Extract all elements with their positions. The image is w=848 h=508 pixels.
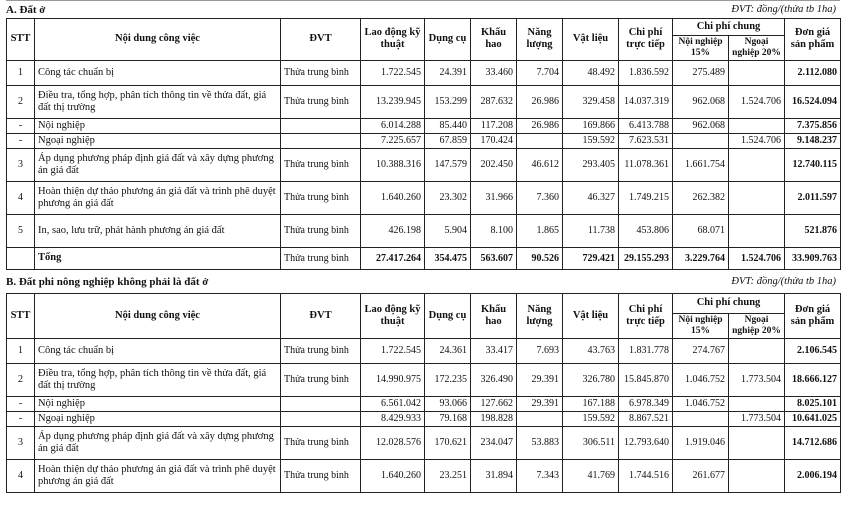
section-b-table — [6, 293, 841, 493]
row-stt: 2 — [7, 363, 35, 396]
row-materials: 48.492 — [563, 60, 619, 85]
row-energy: 46.612 — [517, 148, 563, 181]
row-materials: 729.421 — [563, 247, 619, 269]
row-tools: 67.859 — [425, 133, 471, 148]
row-energy — [517, 133, 563, 148]
row-labor: 14.990.975 — [361, 363, 425, 396]
row-direct: 1.831.778 — [619, 338, 673, 363]
row-unit-price: 2.106.545 — [785, 338, 841, 363]
row-direct: 29.155.293 — [619, 247, 673, 269]
row-unit-price: 9.148.237 — [785, 133, 841, 148]
row-materials: 306.511 — [563, 426, 619, 459]
row-stt: - — [7, 396, 35, 411]
row-content: Công tác chuẩn bị — [35, 60, 281, 85]
row-internal: 962.068 — [673, 85, 729, 118]
row-internal: 275.489 — [673, 60, 729, 85]
header-content: Nội dung công việc — [35, 19, 281, 61]
row-depreciation: 31.894 — [471, 459, 517, 492]
row-energy: 7.360 — [517, 181, 563, 214]
table-row — [7, 133, 841, 148]
table-row — [7, 426, 841, 459]
row-external — [729, 396, 785, 411]
row-tools: 354.475 — [425, 247, 471, 269]
row-content: Áp dụng phương pháp định giá đất và xây dựng phương án giá đất — [35, 426, 281, 459]
row-materials: 169.866 — [563, 118, 619, 133]
row-materials: 159.592 — [563, 411, 619, 426]
row-dvt: Thửa trung bình — [281, 214, 361, 247]
row-dvt — [281, 396, 361, 411]
row-labor: 7.225.657 — [361, 133, 425, 148]
row-depreciation: 234.047 — [471, 426, 517, 459]
row-materials: 11.738 — [563, 214, 619, 247]
row-direct: 15.845.870 — [619, 363, 673, 396]
row-stt: - — [7, 118, 35, 133]
row-tools: 79.168 — [425, 411, 471, 426]
row-unit-price: 8.025.101 — [785, 396, 841, 411]
row-depreciation: 563.607 — [471, 247, 517, 269]
header-direct: Chi phí trực tiếp — [619, 19, 673, 61]
row-internal — [673, 411, 729, 426]
row-stt: - — [7, 411, 35, 426]
row-tools: 23.251 — [425, 459, 471, 492]
row-stt: - — [7, 133, 35, 148]
row-materials: 159.592 — [563, 133, 619, 148]
table-row — [7, 181, 841, 214]
row-tools: 147.579 — [425, 148, 471, 181]
table-total-row — [7, 247, 841, 269]
table-row — [7, 338, 841, 363]
row-dvt: Thửa trung bình — [281, 247, 361, 269]
row-tools: 24.361 — [425, 338, 471, 363]
row-depreciation: 198.828 — [471, 411, 517, 426]
row-depreciation: 202.450 — [471, 148, 517, 181]
row-direct: 1.836.592 — [619, 60, 673, 85]
row-energy: 26.986 — [517, 85, 563, 118]
row-stt: 3 — [7, 426, 35, 459]
row-depreciation: 117.208 — [471, 118, 517, 133]
section-a-table — [6, 18, 841, 270]
header-energy: Năng lượng — [517, 19, 563, 61]
row-labor: 8.429.933 — [361, 411, 425, 426]
header-common: Chi phí chung — [673, 19, 785, 36]
row-internal: 1.919.046 — [673, 426, 729, 459]
row-depreciation: 33.417 — [471, 338, 517, 363]
section-b-unit-note: ĐVT: đồng/(thửa tb 1ha) — [731, 276, 836, 287]
row-dvt: Thửa trung bình — [281, 148, 361, 181]
row-external — [729, 214, 785, 247]
row-energy: 7.704 — [517, 60, 563, 85]
row-energy: 26.986 — [517, 118, 563, 133]
row-materials: 46.327 — [563, 181, 619, 214]
header-internal: Nội nghiệp 15% — [673, 314, 729, 339]
row-materials: 326.780 — [563, 363, 619, 396]
row-labor: 10.388.316 — [361, 148, 425, 181]
row-energy: 29.391 — [517, 363, 563, 396]
table-row — [7, 118, 841, 133]
row-energy: 1.865 — [517, 214, 563, 247]
row-materials: 293.405 — [563, 148, 619, 181]
row-external — [729, 338, 785, 363]
row-energy: 53.883 — [517, 426, 563, 459]
row-materials: 167.188 — [563, 396, 619, 411]
header-materials: Vật liệu — [563, 19, 619, 61]
row-labor: 1.722.545 — [361, 60, 425, 85]
row-tools: 85.440 — [425, 118, 471, 133]
row-materials: 329.458 — [563, 85, 619, 118]
row-dvt: Thửa trung bình — [281, 181, 361, 214]
row-external: 1.524.706 — [729, 247, 785, 269]
row-depreciation: 8.100 — [471, 214, 517, 247]
row-tools: 170.621 — [425, 426, 471, 459]
top-edge-line — [6, 0, 840, 1]
header-common: Chi phí chung — [673, 294, 785, 314]
row-internal: 68.071 — [673, 214, 729, 247]
header-depreciation: Khấu hao — [471, 19, 517, 61]
row-unit-price: 521.876 — [785, 214, 841, 247]
row-internal: 3.229.764 — [673, 247, 729, 269]
row-depreciation: 127.662 — [471, 396, 517, 411]
row-content: Hoàn thiện dự thảo phương án giá đất và trình phê duyệt phương án giá đất — [35, 459, 281, 492]
row-internal: 1.661.754 — [673, 148, 729, 181]
row-energy: 29.391 — [517, 396, 563, 411]
row-internal: 261.677 — [673, 459, 729, 492]
row-dvt — [281, 411, 361, 426]
row-tools: 5.904 — [425, 214, 471, 247]
row-depreciation: 287.632 — [471, 85, 517, 118]
row-internal: 274.767 — [673, 338, 729, 363]
row-unit-price: 14.712.686 — [785, 426, 841, 459]
header-dvt: ĐVT — [281, 294, 361, 339]
row-stt: 4 — [7, 459, 35, 492]
row-unit-price: 18.666.127 — [785, 363, 841, 396]
row-internal — [673, 133, 729, 148]
header-materials: Vật liệu — [563, 294, 619, 339]
row-content: Ngoại nghiệp — [35, 411, 281, 426]
header-internal: Nội nghiệp 15% — [673, 36, 729, 61]
row-direct: 1.749.215 — [619, 181, 673, 214]
row-direct: 11.078.361 — [619, 148, 673, 181]
row-stt: 1 — [7, 60, 35, 85]
header-external: Ngoại nghiệp 20% — [729, 314, 785, 339]
row-unit-price: 12.740.115 — [785, 148, 841, 181]
row-depreciation: 326.490 — [471, 363, 517, 396]
table-row — [7, 411, 841, 426]
row-stt: 3 — [7, 148, 35, 181]
section-b-title: B. Đất phi nông nghiệp không phải là đất ở — [6, 276, 209, 288]
row-content: Điều tra, tổng hợp, phân tích thông tin về thửa đất, giá đất thị trường — [35, 85, 281, 118]
table-row — [7, 148, 841, 181]
row-dvt — [281, 133, 361, 148]
row-dvt: Thửa trung bình — [281, 60, 361, 85]
row-labor: 27.417.264 — [361, 247, 425, 269]
row-tools: 23.302 — [425, 181, 471, 214]
row-direct: 12.793.640 — [619, 426, 673, 459]
table-row — [7, 214, 841, 247]
header-unit-price: Đơn giá sản phẩm — [785, 19, 841, 61]
row-internal: 1.046.752 — [673, 396, 729, 411]
header-external: Ngoại nghiệp 20% — [729, 36, 785, 61]
table-row — [7, 396, 841, 411]
row-external — [729, 148, 785, 181]
row-content: Công tác chuẩn bị — [35, 338, 281, 363]
row-external: 1.524.706 — [729, 85, 785, 118]
row-unit-price: 16.524.094 — [785, 85, 841, 118]
row-materials: 43.763 — [563, 338, 619, 363]
row-unit-price: 10.641.025 — [785, 411, 841, 426]
row-direct: 453.806 — [619, 214, 673, 247]
row-labor: 13.239.945 — [361, 85, 425, 118]
row-labor: 6.561.042 — [361, 396, 425, 411]
table-row — [7, 363, 841, 396]
header-dvt: ĐVT — [281, 19, 361, 61]
row-tools: 24.391 — [425, 60, 471, 85]
row-content: Áp dụng phương pháp định giá đất và xây dựng phương án giá đất — [35, 148, 281, 181]
header-stt: STT — [7, 294, 35, 339]
row-labor: 426.198 — [361, 214, 425, 247]
row-external — [729, 459, 785, 492]
table-row — [7, 60, 841, 85]
row-content: Nội nghiệp — [35, 118, 281, 133]
row-direct: 6.413.788 — [619, 118, 673, 133]
row-dvt: Thửa trung bình — [281, 459, 361, 492]
row-content: Hoàn thiện dự thảo phương án giá đất và trình phê duyệt phương án giá đất — [35, 181, 281, 214]
row-unit-price: 2.011.597 — [785, 181, 841, 214]
row-external — [729, 118, 785, 133]
row-content: Ngoại nghiệp — [35, 133, 281, 148]
row-energy: 7.343 — [517, 459, 563, 492]
header-unit-price: Đơn giá sản phẩm — [785, 294, 841, 339]
section-a-title: A. Đất ở — [6, 4, 46, 16]
header-depreciation: Khấu hao — [471, 294, 517, 339]
row-energy: 7.693 — [517, 338, 563, 363]
section-a-unit-note: ĐVT: đồng/(thửa tb 1ha) — [731, 4, 836, 15]
row-external — [729, 181, 785, 214]
row-depreciation: 33.460 — [471, 60, 517, 85]
row-materials: 41.769 — [563, 459, 619, 492]
row-labor: 12.028.576 — [361, 426, 425, 459]
row-direct: 1.744.516 — [619, 459, 673, 492]
header-energy: Năng lượng — [517, 294, 563, 339]
row-external: 1.773.504 — [729, 363, 785, 396]
row-external: 1.524.706 — [729, 133, 785, 148]
row-content: Tổng — [35, 247, 281, 269]
row-dvt: Thửa trung bình — [281, 85, 361, 118]
row-tools: 172.235 — [425, 363, 471, 396]
row-energy: 90.526 — [517, 247, 563, 269]
row-energy — [517, 411, 563, 426]
row-content: Nội nghiệp — [35, 396, 281, 411]
row-internal: 962.068 — [673, 118, 729, 133]
header-labor: Lao động kỹ thuật — [361, 19, 425, 61]
header-tools: Dụng cụ — [425, 19, 471, 61]
row-dvt: Thửa trung bình — [281, 338, 361, 363]
header-content: Nội dung công việc — [35, 294, 281, 339]
row-unit-price: 7.375.856 — [785, 118, 841, 133]
table-row — [7, 85, 841, 118]
row-dvt: Thửa trung bình — [281, 363, 361, 396]
row-unit-price: 2.006.194 — [785, 459, 841, 492]
row-external — [729, 426, 785, 459]
header-tools: Dụng cụ — [425, 294, 471, 339]
row-content: Điều tra, tổng hợp, phân tích thông tin về thửa đất, giá đất thị trường — [35, 363, 281, 396]
row-direct: 14.037.319 — [619, 85, 673, 118]
row-stt: 2 — [7, 85, 35, 118]
row-direct: 6.978.349 — [619, 396, 673, 411]
row-labor: 6.014.288 — [361, 118, 425, 133]
row-external — [729, 60, 785, 85]
row-labor: 1.640.260 — [361, 181, 425, 214]
row-internal: 1.046.752 — [673, 363, 729, 396]
row-dvt: Thửa trung bình — [281, 426, 361, 459]
row-depreciation: 31.966 — [471, 181, 517, 214]
row-labor: 1.640.260 — [361, 459, 425, 492]
row-content: In, sao, lưu trữ, phát hành phương án giá đất — [35, 214, 281, 247]
row-stt: 4 — [7, 181, 35, 214]
row-stt: 1 — [7, 338, 35, 363]
header-labor: Lao động kỹ thuật — [361, 294, 425, 339]
row-dvt — [281, 118, 361, 133]
row-depreciation: 170.424 — [471, 133, 517, 148]
row-external: 1.773.504 — [729, 411, 785, 426]
row-tools: 153.299 — [425, 85, 471, 118]
row-internal: 262.382 — [673, 181, 729, 214]
row-labor: 1.722.545 — [361, 338, 425, 363]
row-direct: 7.623.531 — [619, 133, 673, 148]
table-row — [7, 459, 841, 492]
header-direct: Chi phí trực tiếp — [619, 294, 673, 339]
row-stt: 5 — [7, 214, 35, 247]
row-stt — [7, 247, 35, 269]
row-unit-price: 33.909.763 — [785, 247, 841, 269]
row-direct: 8.867.521 — [619, 411, 673, 426]
row-unit-price: 2.112.080 — [785, 60, 841, 85]
header-stt: STT — [7, 19, 35, 61]
row-tools: 93.066 — [425, 396, 471, 411]
